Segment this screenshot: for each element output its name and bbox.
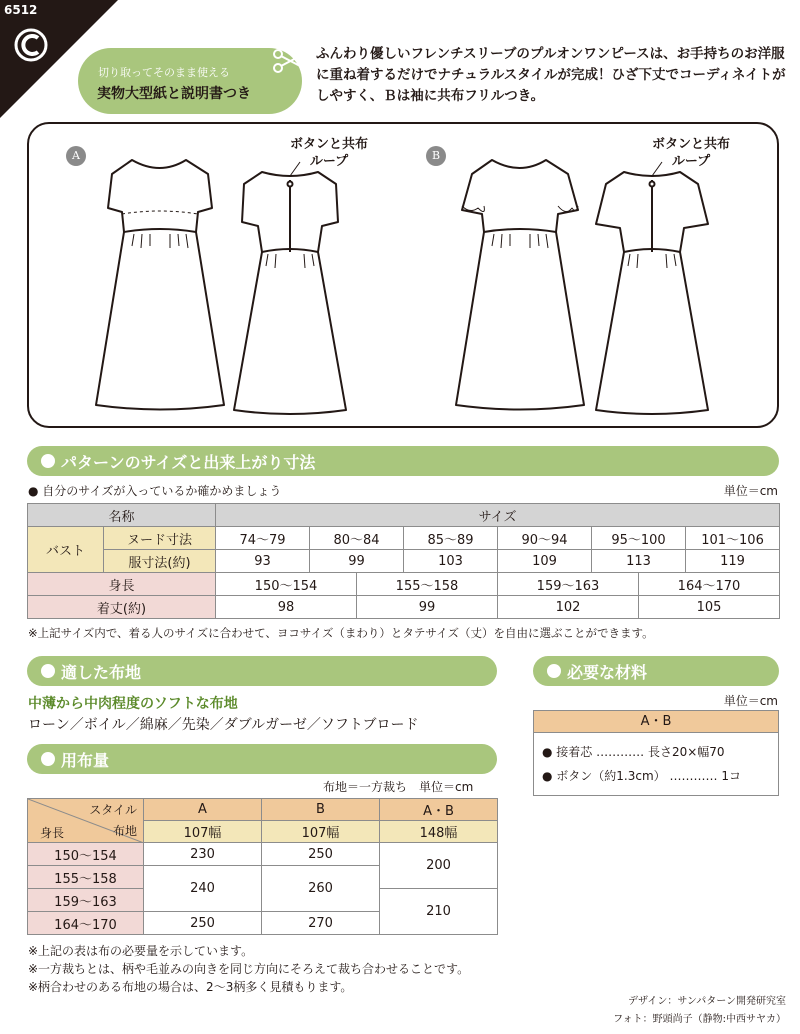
garment-value: 113 bbox=[592, 550, 686, 573]
garment-value: 119 bbox=[686, 550, 780, 573]
yardage-ab: 200 bbox=[380, 843, 498, 889]
style-col: A・B bbox=[380, 799, 498, 821]
style-col: A bbox=[144, 799, 262, 821]
tag-line2: 実物大型紙と説明書つき bbox=[97, 86, 251, 102]
yardage-b: 250 bbox=[262, 843, 380, 866]
height-value: 159〜163 bbox=[498, 573, 639, 596]
yardage-b: 260 bbox=[262, 866, 380, 912]
fabric-section-title: 適した布地 bbox=[61, 663, 142, 682]
col-name-header: 名称 bbox=[28, 504, 216, 527]
style-b-note: ボタンと共布 ループ bbox=[651, 137, 730, 169]
material-item: ● ボタン（約1.3cm） ………… 1コ bbox=[542, 769, 741, 783]
yardage-a: 250 bbox=[144, 912, 262, 935]
style-b-badge: B bbox=[426, 146, 446, 166]
garment-value: 99 bbox=[310, 550, 404, 573]
size-section-header bbox=[27, 446, 779, 476]
bullet-dot-icon bbox=[547, 664, 561, 678]
style-label: スタイル bbox=[89, 803, 137, 817]
nude-label: ヌード寸法 bbox=[104, 527, 216, 550]
yardage-note: ※上記の表は布の必要量を示しています。 bbox=[28, 944, 254, 958]
height-label: 身長 bbox=[28, 573, 216, 596]
yardage-corner-header bbox=[28, 799, 144, 843]
height-length-table bbox=[27, 572, 780, 619]
garment-value: 103 bbox=[404, 550, 498, 573]
yardage-a: 230 bbox=[144, 843, 262, 866]
size-footnote: ※上記サイズ内で、着る人のサイズに合わせて、ヨコサイズ（まわり）とタテサイズ（丈）を自由に選ぶことができます。 bbox=[28, 626, 654, 640]
length-value: 105 bbox=[639, 596, 780, 619]
garment-value: 93 bbox=[216, 550, 310, 573]
fabric-list: ローン／ボイル／綿麻／先染／ダブルガーゼ／ソフトブロード bbox=[28, 717, 419, 733]
materials-box bbox=[533, 710, 779, 796]
dress-a-back bbox=[234, 172, 346, 414]
height-value: 150〜154 bbox=[216, 573, 357, 596]
fabric-label: 布地 bbox=[112, 824, 137, 838]
yardage-section-title: 用布量 bbox=[61, 751, 110, 770]
style-a-badge: A bbox=[66, 146, 86, 166]
height-value: 155〜158 bbox=[357, 573, 498, 596]
dress-a-front bbox=[96, 160, 224, 410]
materials-unit: 単位＝cm bbox=[723, 694, 778, 708]
yardage-note: ※一方裁ちとは、柄や毛並みの向きを同じ方向にそろえて裁ち合わせることです。 bbox=[28, 962, 470, 976]
garment-label: 服寸法(約) bbox=[104, 550, 216, 573]
yardage-note: ※柄合わせのある布地の場合は、2〜3柄多く見積もります。 bbox=[28, 980, 353, 994]
pattern-number: 6512 bbox=[4, 3, 38, 17]
yardage-height: 159〜163 bbox=[28, 889, 144, 912]
style-a-note: ボタンと共布 ループ bbox=[289, 137, 368, 169]
width-col: 107幅 bbox=[144, 821, 262, 843]
material-item: ● 接着芯 ………… 長さ20×幅70 bbox=[542, 745, 725, 759]
nude-value: 74〜79 bbox=[216, 527, 310, 550]
yardage-height: 164〜170 bbox=[28, 912, 144, 935]
yardage-unit: 布地＝一方裁ち 単位＝cm bbox=[323, 780, 474, 794]
bullet-dot-icon bbox=[41, 454, 55, 468]
dress-b-back bbox=[596, 172, 708, 414]
dress-illustrations bbox=[0, 0, 800, 430]
length-value: 102 bbox=[498, 596, 639, 619]
nude-value: 90〜94 bbox=[498, 527, 592, 550]
length-value: 98 bbox=[216, 596, 357, 619]
width-col: 148幅 bbox=[380, 821, 498, 843]
materials-section-title: 必要な材料 bbox=[567, 663, 648, 682]
nude-value: 85〜89 bbox=[404, 527, 498, 550]
length-label: 着丈(約) bbox=[28, 596, 216, 619]
yardage-height: 155〜158 bbox=[28, 866, 144, 889]
materials-header: A・B bbox=[534, 711, 778, 733]
bullet-dot-icon bbox=[41, 752, 55, 766]
size-table bbox=[27, 503, 780, 573]
yardage-b: 270 bbox=[262, 912, 380, 935]
tag-line1: 切り取ってそのまま使える bbox=[98, 66, 230, 79]
fabric-section-header bbox=[27, 656, 497, 686]
yardage-height: 150〜154 bbox=[28, 843, 144, 866]
materials-section-header bbox=[533, 656, 779, 686]
height-label: 身長 bbox=[40, 826, 65, 840]
yardage-a: 240 bbox=[144, 866, 262, 912]
design-credit: デザイン：サンパターン開発研究室 bbox=[628, 996, 786, 1007]
col-size-header: サイズ bbox=[216, 504, 780, 527]
yardage-section-header bbox=[27, 744, 497, 774]
size-section-title: パターンのサイズと出来上がり寸法 bbox=[61, 453, 316, 472]
style-col: B bbox=[262, 799, 380, 821]
bullet-dot-icon bbox=[41, 664, 55, 678]
nude-value: 101〜106 bbox=[686, 527, 780, 550]
yardage-ab: 210 bbox=[380, 889, 498, 935]
size-check-note: ● 自分のサイズが入っているか確かめましょう bbox=[28, 484, 282, 498]
length-value: 99 bbox=[357, 596, 498, 619]
height-value: 164〜170 bbox=[639, 573, 780, 596]
garment-value: 109 bbox=[498, 550, 592, 573]
nude-value: 80〜84 bbox=[310, 527, 404, 550]
bust-label: バスト bbox=[28, 527, 104, 573]
intro-text: ふんわり優しいフレンチスリーブのプルオンワンピースは、お手持ちのお洋服に重ね着するだけでナチュラルスタイルが完成！ひざ下丈でコーディネイトがしやすく、Ｂは袖に共布フリルつき。 bbox=[316, 46, 786, 104]
width-col: 107幅 bbox=[262, 821, 380, 843]
fabric-recommendation: 中薄から中肉程度のソフトな布地 bbox=[28, 696, 238, 712]
dress-b-front bbox=[456, 160, 584, 410]
nude-value: 95〜100 bbox=[592, 527, 686, 550]
size-unit: 単位＝cm bbox=[723, 484, 778, 498]
yardage-table bbox=[27, 798, 498, 935]
photo-credit: フォト：野頭尚子（静物:中西サヤカ） bbox=[613, 1014, 786, 1025]
